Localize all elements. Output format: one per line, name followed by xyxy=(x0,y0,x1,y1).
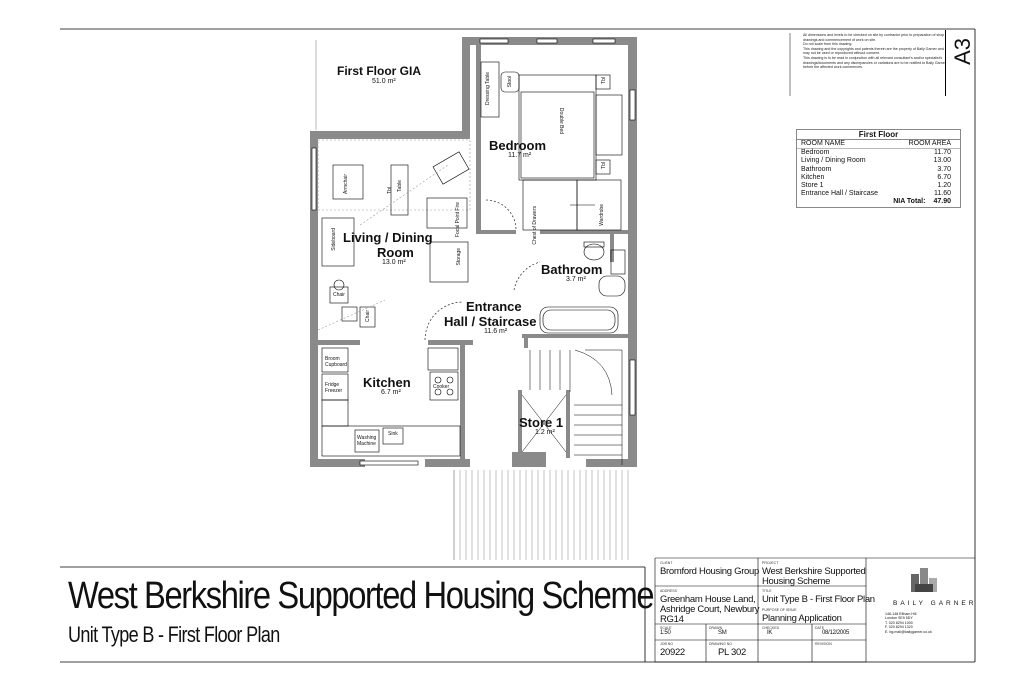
room-bathroom-name: Bathroom xyxy=(541,262,603,277)
tb-title: Unit Type B - First Floor Plan xyxy=(762,594,875,605)
room-entrance-name-1: Entrance xyxy=(466,299,522,314)
tb-checked: IK xyxy=(767,630,773,636)
schedule-row xyxy=(797,149,960,157)
company-address-line: T. 020 8294 1000 xyxy=(885,620,913,625)
tb-scale: 1:50 xyxy=(660,630,671,636)
label-wardrobe: Wardrobe xyxy=(599,204,605,226)
label-cooker: Cooker xyxy=(433,384,450,390)
tb-project-line1: West Berkshire Supported xyxy=(762,566,866,577)
tb-scale-label: SCALE xyxy=(660,626,672,630)
schedule-total-row xyxy=(797,198,960,206)
schedule-row-name: Bathroom xyxy=(801,165,832,173)
tb-purpose: Planning Application xyxy=(762,613,842,624)
room-kitchen-name: Kitchen xyxy=(363,375,411,390)
sheet-size-box xyxy=(945,30,978,96)
room-store-area: 1.2 m² xyxy=(535,429,555,436)
schedule-row-area: 3.70 xyxy=(937,165,951,173)
schedule-col-area: ROOM AREA xyxy=(908,140,951,147)
label-fridge-freezer: Fridge Freezer xyxy=(325,382,343,394)
label-sink: Sink xyxy=(388,431,398,437)
label-tbl-3: Tbl xyxy=(387,187,393,194)
company-address xyxy=(885,612,932,634)
room-bathroom-area: 3.7 m² xyxy=(566,276,586,283)
tb-client: Bromford Housing Group xyxy=(660,566,760,577)
room-living-area: 13.0 m² xyxy=(382,259,406,266)
note-4: This drawing is to be read in conjunction with all relevant consultant's and/or specialist's drawings/documents and any discrepancies or variations are to be notified to Baily Garner before the affected work commences. xyxy=(803,55,947,70)
tb-title-label: TITLE xyxy=(762,589,772,593)
tb-drawing-label: DRAWING NO xyxy=(709,642,733,646)
tb-drawn: SM xyxy=(718,630,727,636)
label-dressing-table: Dressing Table xyxy=(485,72,491,105)
tb-drawing: PL 302 xyxy=(718,647,746,658)
company-name: BAILY GARNER xyxy=(893,600,977,607)
note-2: Do not scale from this drawing. xyxy=(803,42,853,47)
note-1: All dimensions and levels to be checked on site by contractor prior to preparation of shop drawings and commencement of work on site. xyxy=(803,33,945,42)
label-chair-1: Chair xyxy=(333,292,345,298)
schedule-row-area: 1.20 xyxy=(937,182,951,190)
room-kitchen-area: 6.7 m² xyxy=(381,389,401,396)
tb-address-line3: RG14 xyxy=(660,614,684,625)
schedule-row xyxy=(797,157,960,165)
schedule-row-area: 11.60 xyxy=(934,190,951,198)
schedule-row xyxy=(797,166,960,174)
sheet-size-label: A3 xyxy=(950,38,975,65)
tb-revision-label: REVISION xyxy=(815,642,832,646)
company-address-line: E. bg.mail@bailygarner.co.uk xyxy=(885,629,932,634)
room-entrance-name-2: Hall / Staircase xyxy=(444,314,537,329)
tb-project-line2: Housing Scheme xyxy=(762,576,831,587)
schedule-row-area: 11.70 xyxy=(934,149,951,157)
note-3: This drawing and the copyrights and patents therein are the property of Baily Garner and may not be used or reproduced without consent. xyxy=(803,46,944,56)
schedule-row-name: Kitchen xyxy=(801,173,825,181)
windows xyxy=(312,39,635,465)
schedule-row-area: 6.70 xyxy=(937,173,951,181)
drawing-main-title: West Berkshire Supported Housing Scheme xyxy=(68,575,654,617)
tb-project-label: PROJECT xyxy=(762,561,779,565)
schedule-row-name: Entrance Hall / Staircase xyxy=(801,190,879,198)
label-storage: Storage xyxy=(456,248,462,266)
company-logo-icon xyxy=(911,568,937,592)
label-washing-machine: Washing Machine xyxy=(357,435,377,447)
gia-area: 51.0 m² xyxy=(372,78,396,85)
schedule-title: First Floor xyxy=(797,130,960,140)
tb-date-label: DATE xyxy=(815,626,825,630)
label-chest-of-drawers: Chest of Drawers xyxy=(532,206,538,245)
schedule-row-name: Living / Dining Room xyxy=(801,157,866,165)
label-chair-2: Chair xyxy=(365,310,371,322)
schedule-row xyxy=(797,182,960,190)
room-area-schedule xyxy=(796,129,961,208)
schedule-col-name: ROOM NAME xyxy=(801,140,845,147)
schedule-header-row xyxy=(797,140,960,149)
company-address-line: 146-148 Eltham Hill xyxy=(885,612,917,616)
room-bedroom-name: Bedroom xyxy=(489,138,547,153)
company-address-line: London SE9 5DY xyxy=(885,616,913,621)
schedule-total-label: NIA Total: xyxy=(893,198,926,206)
tb-purpose-label: PURPOSE OF ISSUE xyxy=(762,608,797,612)
room-store-name: Store 1 xyxy=(519,415,564,430)
schedule-row xyxy=(797,174,960,182)
label-focal-point: Focal Point Fire xyxy=(455,202,461,238)
company-address-line: F. 020 8294 1320 xyxy=(885,625,913,630)
tb-date: 08/12/2005 xyxy=(822,630,850,636)
tb-job: 20922 xyxy=(660,647,685,658)
tb-address-line2: Ashridge Court, Newbury xyxy=(660,604,760,615)
label-stool: Stool xyxy=(507,76,513,88)
label-sideboard: Sideboard xyxy=(331,228,337,251)
floor-plan-walls xyxy=(310,37,637,467)
tb-job-label: JOB NO xyxy=(660,642,674,646)
label-tbl-1: Tbl xyxy=(601,77,607,84)
tb-client-label: CLIENT xyxy=(660,561,673,565)
schedule-row-name: Store 1 xyxy=(801,182,824,190)
room-entrance-area: 11.6 m² xyxy=(484,328,508,335)
schedule-total-value: 47.90 xyxy=(933,198,951,206)
room-bedroom-area: 11.7 m² xyxy=(508,152,532,159)
label-tbl-2: Tbl xyxy=(601,162,607,169)
gia-title: First Floor GIA xyxy=(337,64,421,78)
tb-address-label: ADDRESS xyxy=(660,589,677,593)
tb-drawn-label: DRAWN xyxy=(709,626,723,630)
drawing-notes xyxy=(803,33,950,70)
label-double-bed: Double Bed xyxy=(558,107,565,135)
tb-address-line1: Greenham House Land, xyxy=(660,594,756,605)
label-broom-cupboard: Broom Cupboard xyxy=(325,356,347,368)
drawing-subtitle: Unit Type B - First Floor Plan xyxy=(68,622,280,647)
schedule-row-area: 13.00 xyxy=(933,157,951,165)
label-armchair: Armchair xyxy=(343,174,349,195)
schedule-row-name: Bedroom xyxy=(801,149,830,157)
schedule-row xyxy=(797,190,960,198)
room-living-name-2: Room xyxy=(377,245,414,260)
room-living-name-1: Living / Dining xyxy=(343,230,433,245)
staircase xyxy=(522,350,622,465)
tb-checked-label: CHECKED xyxy=(762,626,780,630)
label-table: Table xyxy=(397,180,403,192)
